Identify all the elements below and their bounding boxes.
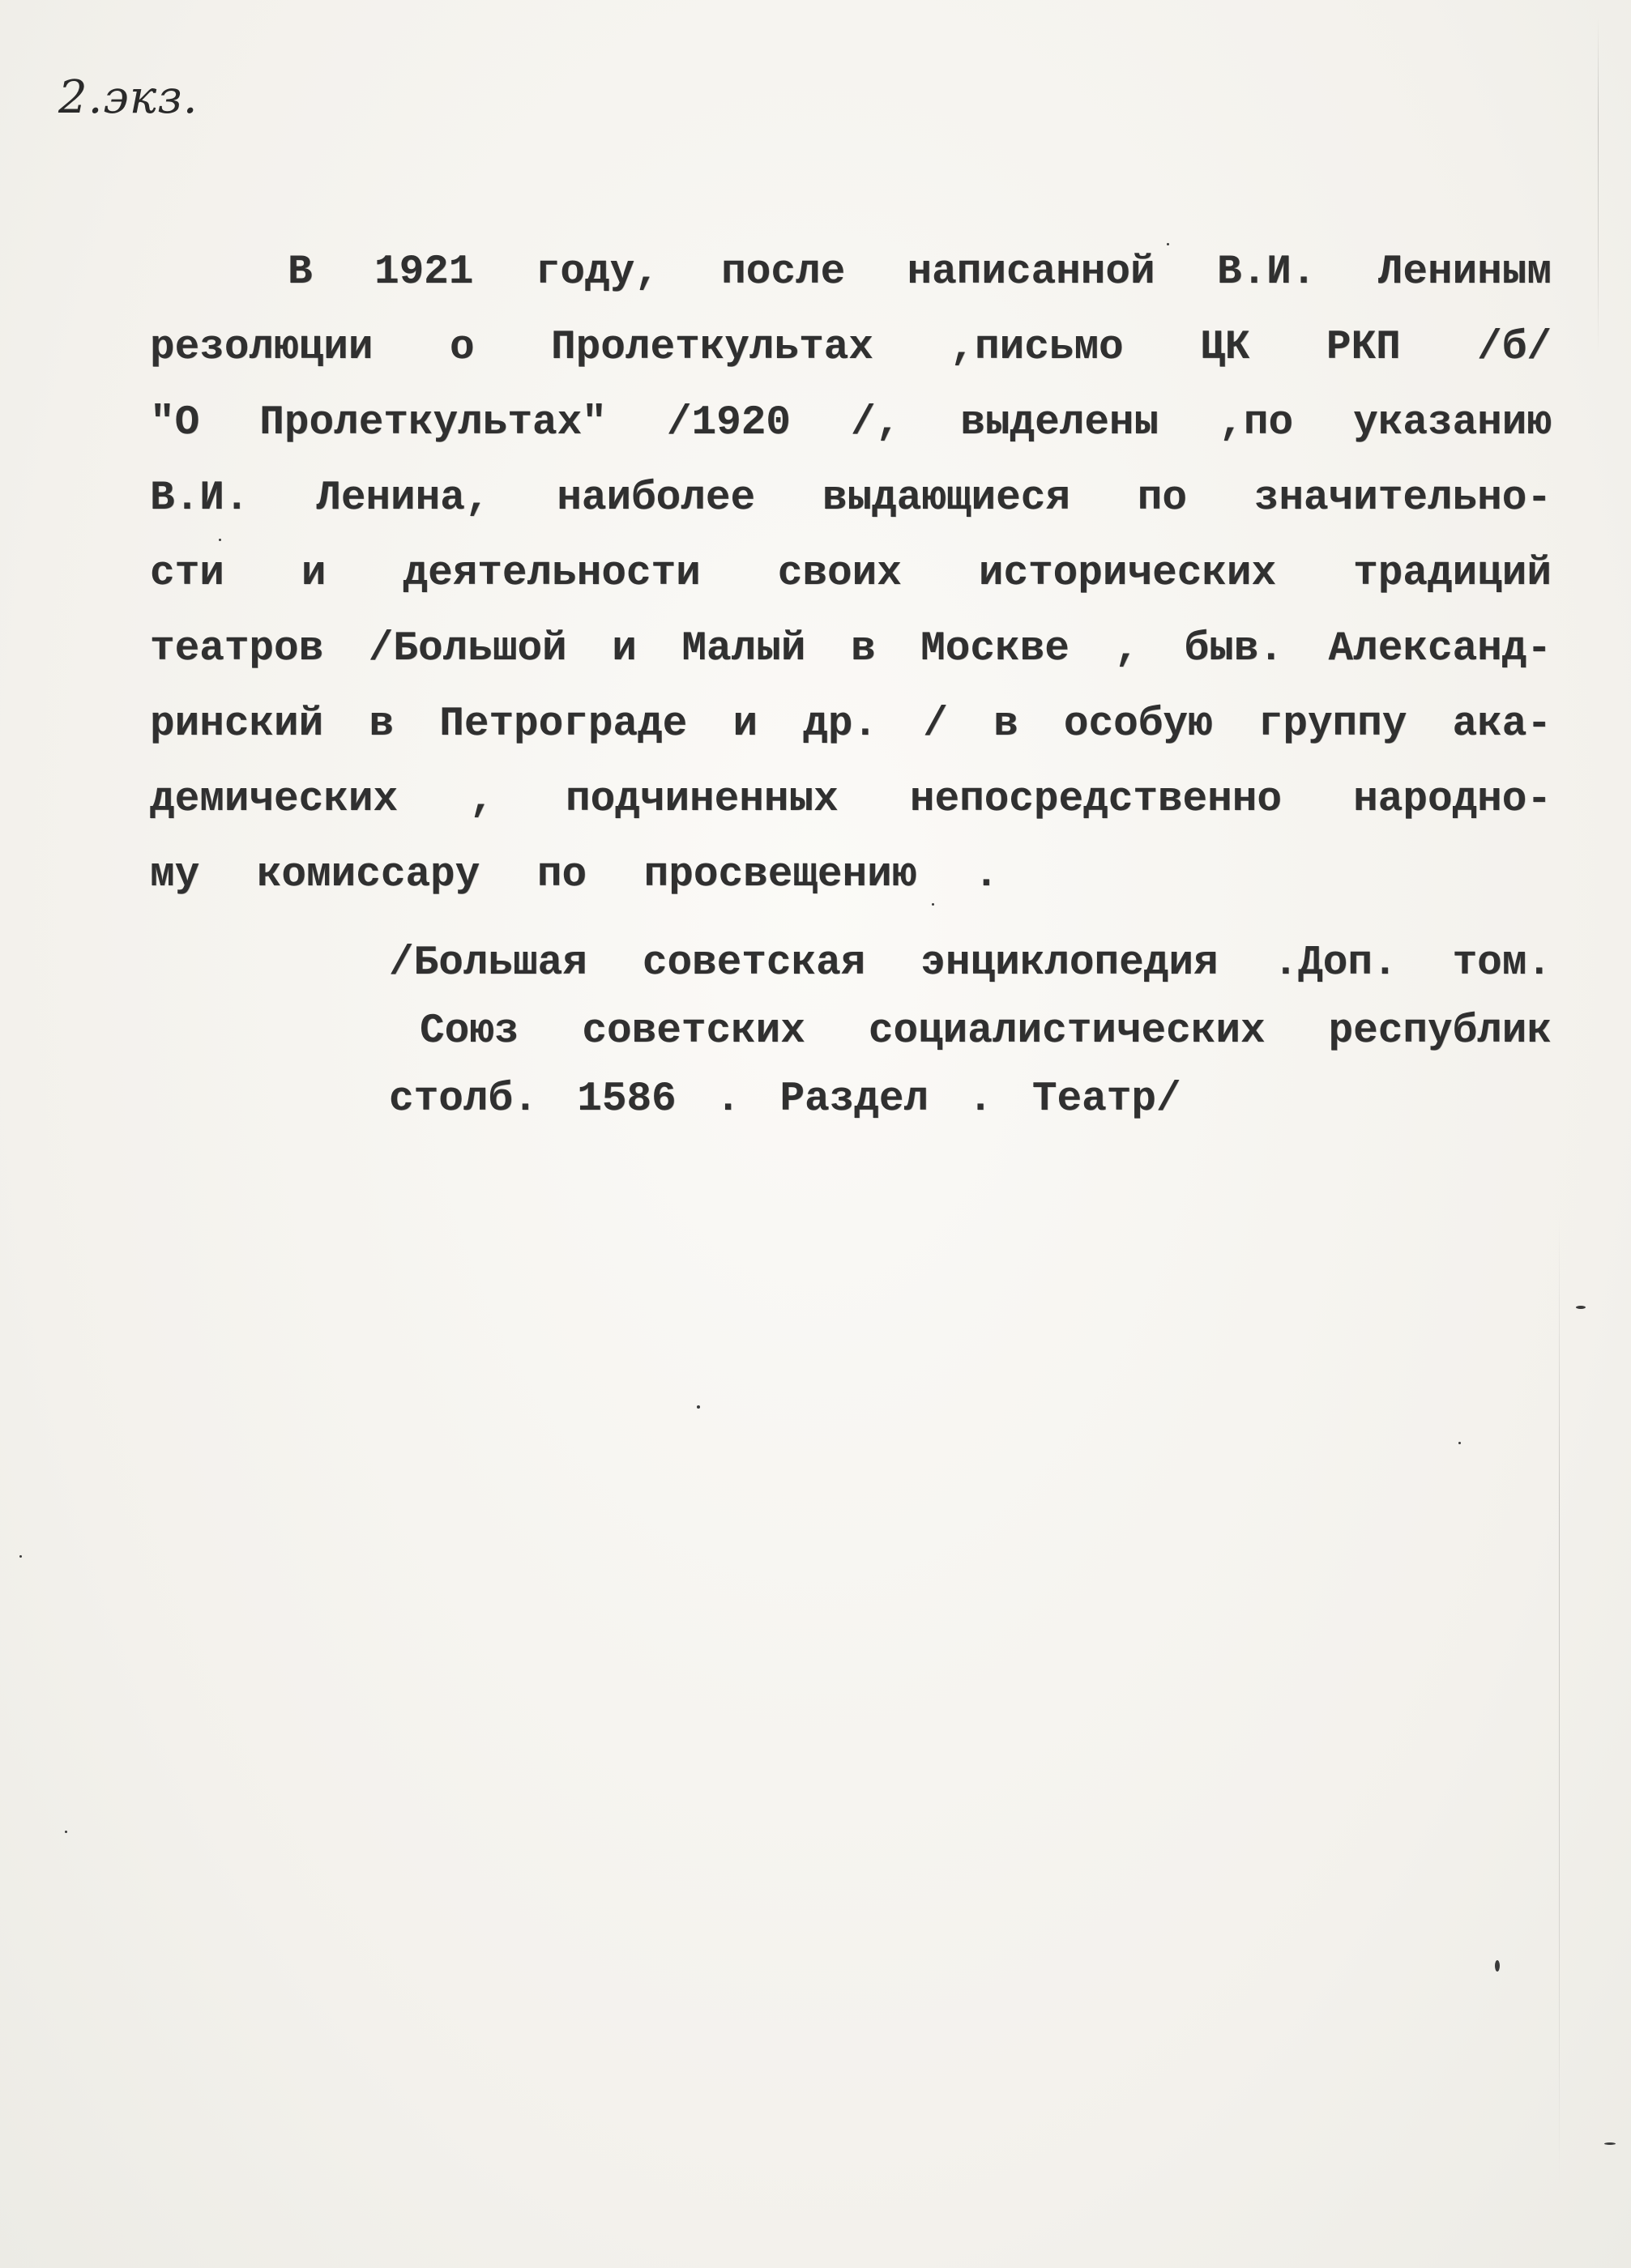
citation-line: Союз советских социалистических республик [420, 1008, 1552, 1055]
paragraph-line: му комиссару по просвещению . [150, 852, 999, 898]
scan-speck [1495, 1960, 1500, 1972]
scan-speck [65, 1831, 67, 1833]
scan-speck [1576, 1306, 1586, 1309]
scan-speck [19, 1555, 22, 1558]
paragraph-line: В 1921 году, после написанной В.И. Лениным [288, 249, 1552, 296]
citation-line: /Большая советская энциклопедия .Доп. том. [389, 940, 1552, 987]
copy-count-note: 2.экз. [58, 71, 199, 124]
scan-speck [697, 1405, 700, 1409]
citation-block [389, 930, 1552, 1134]
paragraph-line: театров /Большой и Малый в Москве , быв. Александ- [150, 626, 1552, 672]
scan-speck [219, 539, 221, 541]
scan-speck [1458, 1442, 1461, 1444]
citation-line: столб. 1586 . Раздел . Театр/ [389, 1076, 1181, 1123]
paragraph-line: "О Пролеткультах" /1920 /, выделены ,по указанию [150, 400, 1552, 446]
scan-edge-mark [1559, 1215, 1560, 2187]
scan-speck [1604, 2142, 1616, 2145]
paragraph-line: ринский в Петрограде и др. / в особую группу ака- [150, 701, 1552, 748]
main-paragraph [150, 235, 1552, 913]
scan-edge-mark [1598, 16, 1599, 356]
paragraph-line: сти и деятельности своих исторических традиций [150, 551, 1552, 597]
paragraph-line: В.И. Ленина, наиболее выдающиеся по значительно- [150, 475, 1552, 522]
scan-speck [932, 903, 934, 906]
paragraph-line: демических , подчиненных непосредственно народно- [150, 777, 1552, 823]
scan-speck [1167, 243, 1169, 245]
paragraph-line: резолюции о Пролеткультах ,письмо ЦК РКП /б/ [150, 325, 1552, 371]
